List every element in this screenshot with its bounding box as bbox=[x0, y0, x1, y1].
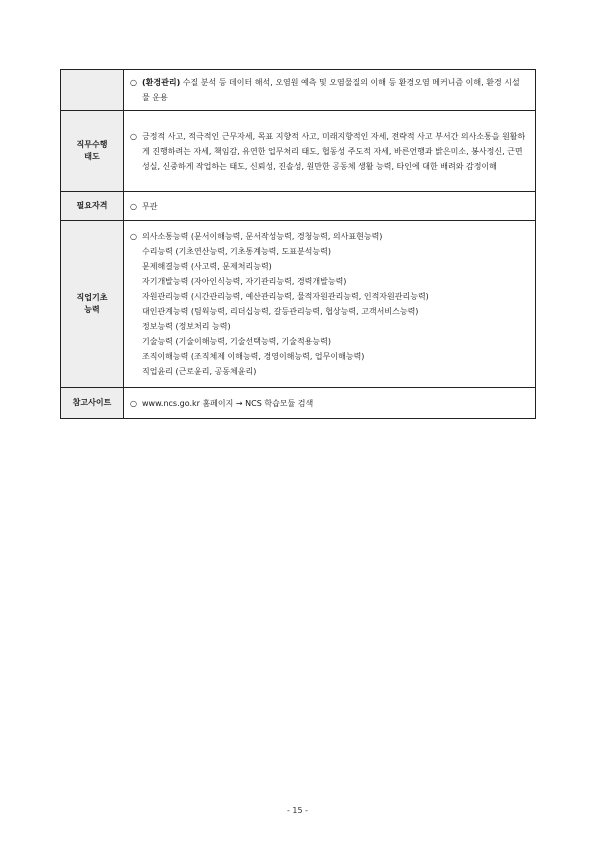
page-number: - 15 - bbox=[286, 806, 309, 815]
qualification-text: 무관 bbox=[142, 201, 158, 211]
skill-item: 직업윤리 (근로윤리, 공동체윤리) bbox=[142, 367, 257, 376]
skills-list bbox=[142, 229, 527, 379]
row-attitude bbox=[61, 111, 536, 192]
bullet-circle-icon: ○ bbox=[130, 398, 137, 408]
bullet-circle-icon: ○ bbox=[130, 232, 137, 241]
row-basic-skills bbox=[61, 221, 536, 388]
row-env-management bbox=[61, 70, 536, 111]
env-management-label: (환경관리) bbox=[142, 78, 181, 87]
row-header-reference-site: 참고사이트 bbox=[61, 388, 124, 419]
job-spec-table bbox=[60, 69, 536, 419]
bullet-circle-icon: ○ bbox=[130, 131, 137, 141]
skill-item: 기술능력 (기술이해능력, 기술선택능력, 기술적용능력) bbox=[142, 337, 331, 346]
row-body-qualification bbox=[124, 192, 536, 221]
header-attitude-line2: 태도 bbox=[84, 152, 100, 161]
skill-item: 대인관계능력 (팀웍능력, 리더십능력, 갈등관리능력, 협상능력, 고객서비스능력) bbox=[142, 307, 419, 316]
row-header-basic-skills bbox=[61, 221, 124, 388]
bullet-circle-icon: ○ bbox=[130, 201, 137, 211]
row-body-env-management bbox=[124, 70, 536, 111]
attitude-text: 긍정적 사고, 적극적인 근무자세, 목표 지향적 사고, 미래지향적인 자세, 전략적 사고 부서간 의사소통을 원활하게 진행하려는 자세, 책임감, 유연한 업무처리 태도, 협동성 주도적 자세, 바른언행과 밝은미소, 봉사정신, 근면성실, 신중하게 작업하는 태도, 신뢰성, 진솔성, 원만한 공동체 생활 능력, 타인에 대한 배려와 감정이해 bbox=[142, 131, 526, 171]
row-header-attitude bbox=[61, 111, 124, 192]
row-body-attitude bbox=[124, 111, 536, 192]
row-body-reference-site bbox=[124, 388, 536, 419]
skill-item: 자기개발능력 (자아인식능력, 자기관리능력, 경력개발능력) bbox=[142, 277, 347, 286]
row-body-basic-skills bbox=[124, 221, 536, 388]
skill-item: 문제해결능력 (사고력, 문제처리능력) bbox=[142, 262, 272, 271]
row-header-qualification: 필요자격 bbox=[61, 192, 124, 221]
skill-item: 정보능력 (정보처리 능력) bbox=[142, 322, 231, 331]
row-header-empty bbox=[61, 70, 124, 111]
header-attitude-line1: 직무수행 bbox=[76, 140, 108, 149]
skill-item: 수리능력 (기초연산능력, 기초통계능력, 도표분석능력) bbox=[142, 247, 331, 256]
skill-item: 의사소통능력 (문서이해능력, 문서작성능력, 경청능력, 의사표현능력) bbox=[142, 232, 383, 241]
row-qualification bbox=[61, 192, 536, 221]
row-reference-site bbox=[61, 388, 536, 419]
env-management-text: 수질 분석 등 데이터 해석, 오염원 예측 및 오염물질의 이해 등 환경오염 메커니즘 이해, 환경 시설물 운용 bbox=[142, 78, 520, 102]
bullet-circle-icon: ○ bbox=[130, 78, 137, 87]
header-skills-line2: 능력 bbox=[84, 305, 100, 314]
reference-site-link[interactable]: www.ncs.go.kr 홈페이지 → NCS 학습모듈 검색 bbox=[142, 398, 314, 408]
skill-item: 조직이해능력 (조직체제 이해능력, 경영이해능력, 업무이해능력) bbox=[142, 352, 365, 361]
skill-item: 자원관리능력 (시간관리능력, 예산관리능력, 물적자원관리능력, 인적자원관리능력) bbox=[142, 292, 429, 301]
header-skills-line1: 직업기초 bbox=[76, 293, 108, 302]
